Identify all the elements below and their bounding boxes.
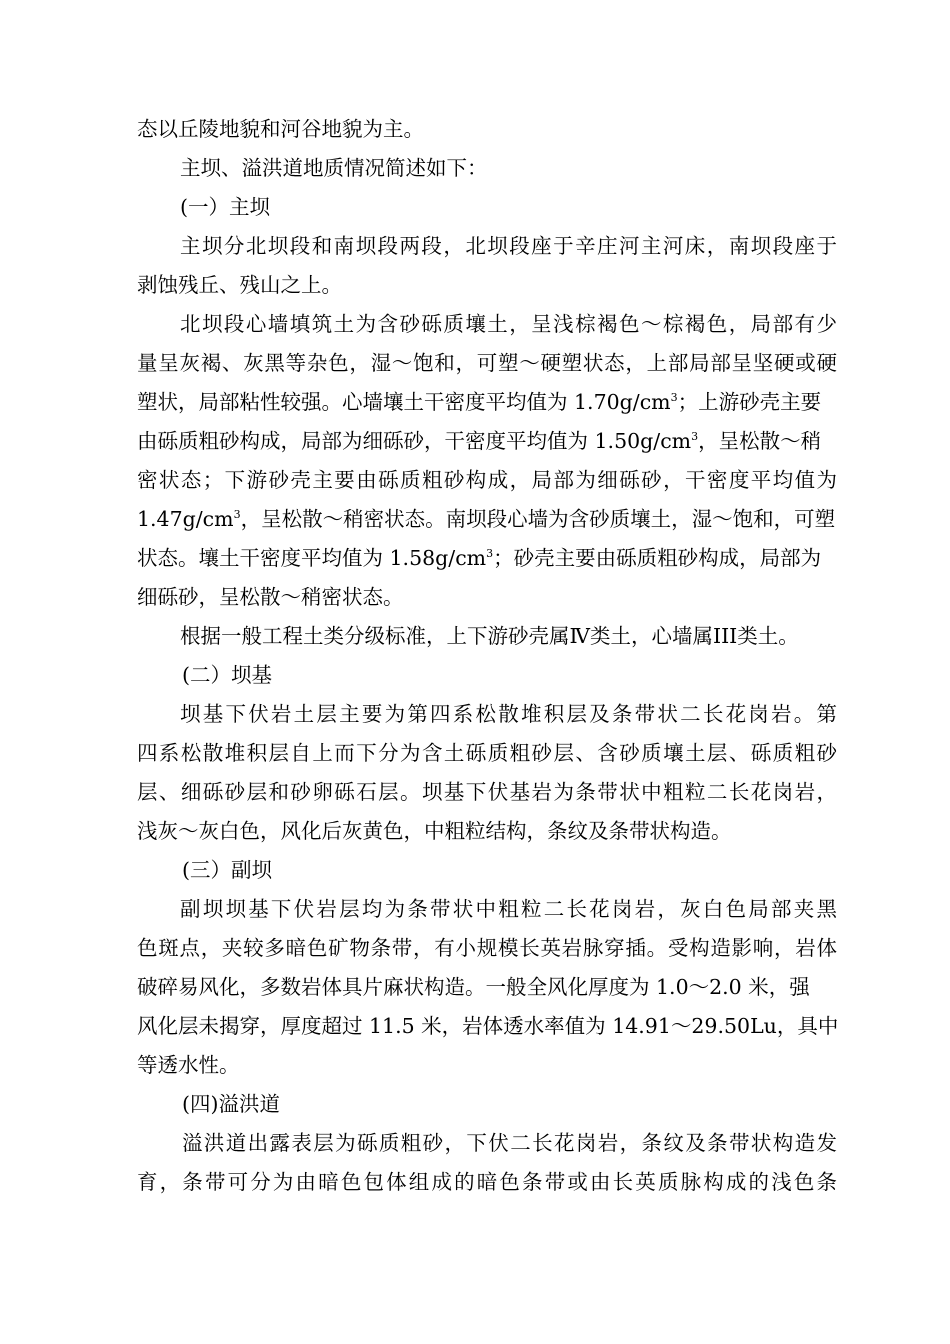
text-line: 破碎易风化，多数岩体具片麻状构造。一般全风化厚度为 1.0～2.0 米，强 <box>137 975 810 999</box>
text-line: 塑状，局部粘性较强。心墙壤土干密度平均值为 $1.70g/cm^3$；上游砂壳主要 <box>137 390 822 414</box>
text-line: 态以丘陵地貌和河谷地貌为主。 <box>137 117 424 141</box>
text-line: 主坝分北坝段和南坝段两段，北坝段座于辛庄河主河床，南坝段座于 <box>180 234 837 258</box>
text-line: 坝基下伏岩土层主要为第四系松散堆积层及条带状二长花岗岩。第 <box>180 702 837 726</box>
text-line: 剥蚀残丘、残山之上。 <box>137 273 342 297</box>
text-line: 北坝段心墙填筑土为含砂砾质壤土，呈浅棕褐色～棕褐色，局部有少 <box>180 312 837 336</box>
text-line: 等透水性。 <box>137 1053 240 1077</box>
text-line: 溢洪道出露表层为砾质粗砂，下伏二长花岗岩，条纹及条带状构造发 <box>182 1131 837 1155</box>
text-line: $1.47g/cm^3$，呈松散～稍密状态。南坝段心墙为含砂质壤土，湿～饱和，可塑 <box>137 507 836 531</box>
text-line: 色斑点，夹较多暗色矿物条带，有小规模长英岩脉穿插。受构造影响，岩体 <box>137 936 837 960</box>
text-line: 浅灰～灰白色，风化后灰黄色，中粗粒结构，条纹及条带状构造。 <box>137 819 732 843</box>
text-line: 育，条带可分为由暗色包体组成的暗色条带或由长英质脉构成的浅色条 <box>137 1170 837 1194</box>
section-heading-dam-foundation: (二）坝基 <box>182 663 272 687</box>
text-line: 密状态；下游砂壳主要由砾质粗砂构成，局部为细砾砂，干密度平均值为 <box>137 468 837 492</box>
text-line: 副坝坝基下伏岩层均为条带状中粗粒二长花岗岩，灰白色局部夹黑 <box>180 897 837 921</box>
text-line: 根据一般工程土类分级标准，上下游砂壳属Ⅳ类土，心墙属III类土。 <box>180 624 799 648</box>
text-line: 状态。壤土干密度平均值为 $1.58g/cm^3$；砂壳主要由砾质粗砂构成，局部为 <box>137 546 822 570</box>
text-line: 层、细砾砂层和砂卵砾石层。坝基下伏基岩为条带状中粗粒二长花岗岩， <box>137 780 837 804</box>
text-line: 主坝、溢洪道地质情况简述如下： <box>180 156 488 180</box>
section-heading-spillway: (四)溢洪道 <box>182 1092 280 1116</box>
text-line: 量呈灰褐、灰黑等杂色，湿～饱和，可塑～硬塑状态，上部局部呈坚硬或硬 <box>137 351 837 375</box>
body-text <box>137 110 837 1202</box>
text-line: 四系松散堆积层自上而下分为含土砾质粗砂层、含砂质壤土层、砾质粗砂 <box>137 741 837 765</box>
section-heading-main-dam: (一）主坝 <box>180 195 270 219</box>
text-line: 风化层未揭穿，厚度超过 11.5 米，岩体透水率值为 14.91～29.50Lu，具中 <box>137 1014 839 1038</box>
text-line: 由砾质粗砂构成，局部为细砾砂，干密度平均值为 $1.50g/cm^3$，呈松散～稍 <box>137 429 822 453</box>
text-line: 细砾砂，呈松散～稍密状态。 <box>137 585 404 609</box>
section-heading-auxiliary-dam: (三）副坝 <box>182 858 272 882</box>
